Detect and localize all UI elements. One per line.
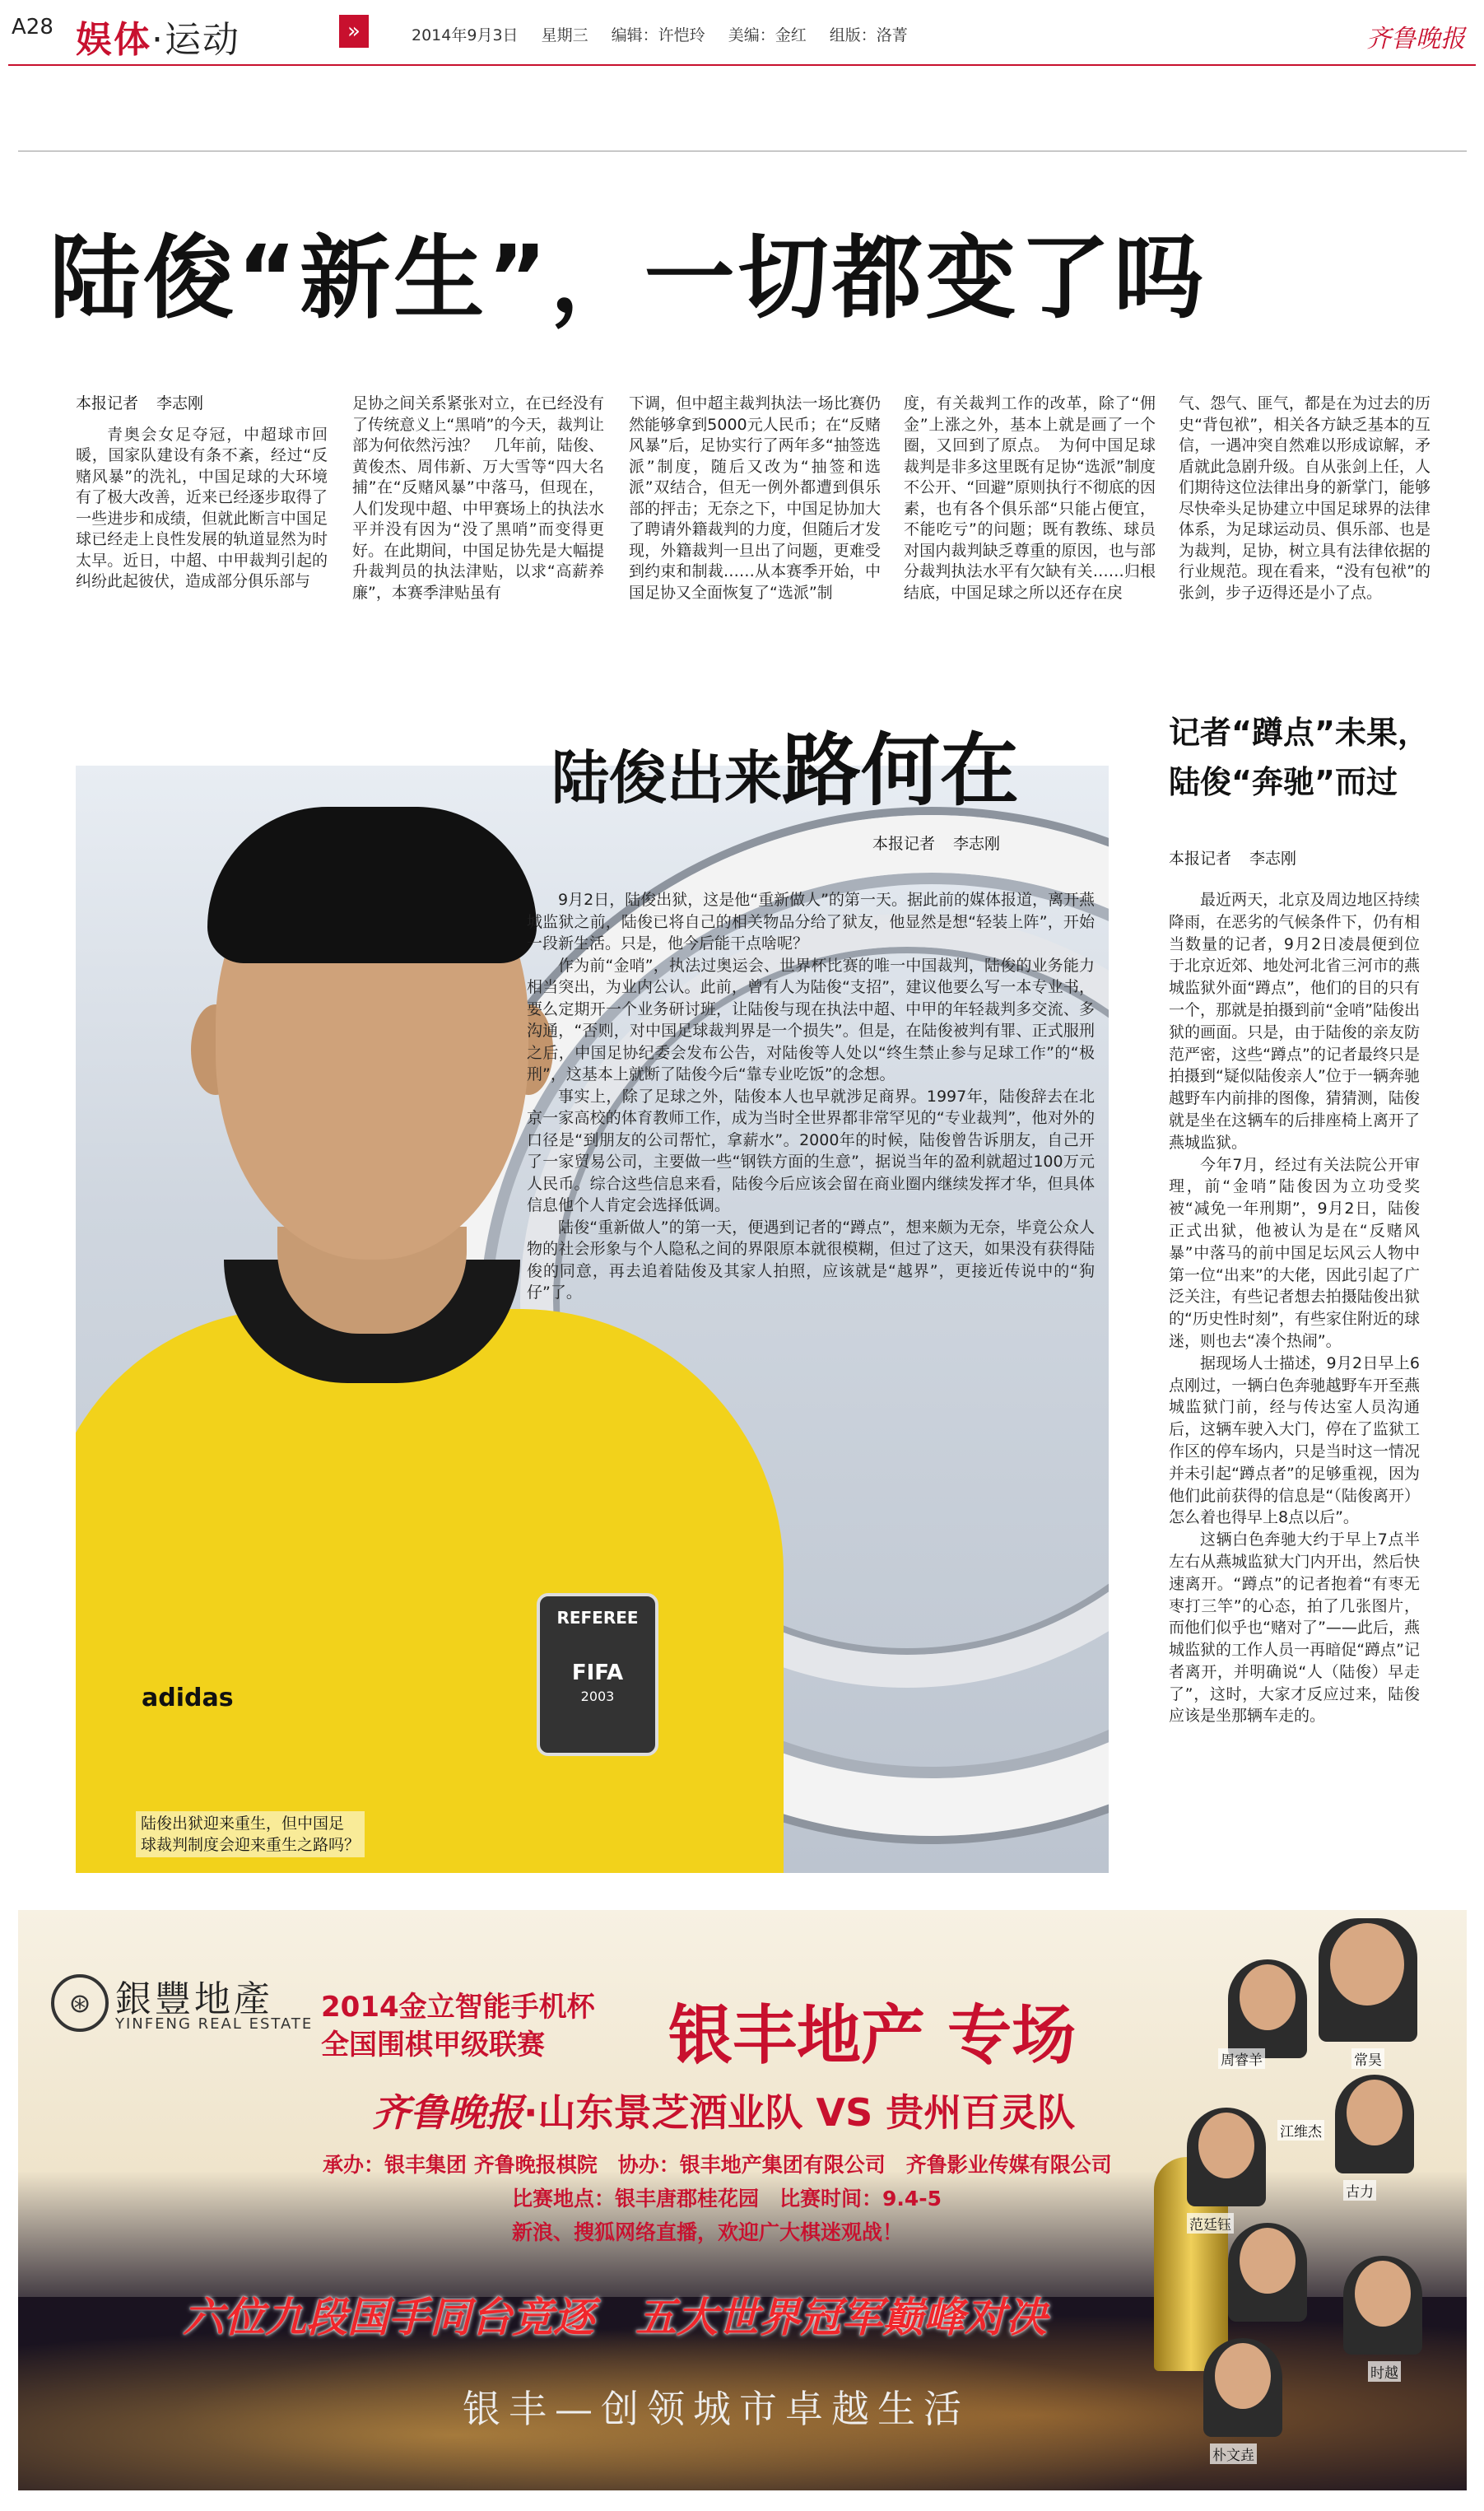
- player-photo: [1203, 2338, 1282, 2437]
- player-name: 江维杰: [1277, 2120, 1324, 2141]
- chevron-right-icon: »: [339, 15, 369, 48]
- player-name: 古力: [1343, 2180, 1376, 2201]
- ad-cup-line2: 全国围棋甲级联赛: [321, 2029, 545, 2061]
- issue-meta: [412, 23, 926, 45]
- photo-caption: 陆俊出狱迎来重生，但中国足 球裁判制度会迎来重生之路吗？: [136, 1811, 365, 1857]
- editor-credit: 编辑：许恺玲: [611, 26, 705, 44]
- section-main: 娱体: [76, 19, 151, 61]
- player-photo: [1343, 2256, 1422, 2355]
- article-text: 下调，但中超主裁判执法一场比赛仍然能够拿到5000元人民币；在“反赌风暴”后，足协实行了两年多“抽签选派”制度，随后又改为“抽签和选派”双结合，但无一例外都遭到俱乐部的抨击；无奈之下，中国足协加大了聘请外籍裁判的力度，但随后才发现，外籍裁判一旦出了问题，更难受到约束和制裁……从本赛季开始，中国足协又全面恢复了“选派”制: [629, 394, 881, 602]
- side-article: 最近两天，北京及周边地区持续降雨，在恶劣的气候条件下，仍有相当数量的记者，9月2日凌晨便到位于北京近郊、地处河北省三河市的燕城监狱外面“蹲点”，他们的目的只有一个，那就是拍摄到前“金哨”陆俊出狱的画面。只是，由于陆俊的亲友防范严密，这些“蹲点”的记者最终只是拍摄到“疑似陆俊亲人”位于一辆奔驰越野车内前排的图像，猜猜测，陆俊就是坐在这辆车的后排座椅上离开了燕城监狱。 今年7月，经过有关法院公开审理，前“金哨”陆俊因为立功受奖被“减免一年刑期”，9月2日，陆俊正式出狱，他被认为是在“反赌风暴”中落马的前中国足坛风云人物中第一位“出来”的大佬，因此引起了广泛关注，有些记者想去拍摄陆俊出狱的“历史性时刻”，有些家住附近的球迷，则也去“凑个热闹”。 据现场人士描述，9月2日早上6点刚过，一辆白色奔驰越野车开至燕城监狱门前，经与传达室人员沟通后，这辆车驶入大门，停在了监狱工作区的停车场内，只是当时这一情况并未引起“蹲点者”的足够重视，因为他们此前获得的信息是“（陆俊离开）怎么着也得早上8点以后”。 这辆白色奔驰大约于早上7点半左右从燕城监狱大门内开出，然后快速离开。“蹲点”的记者抱着“有枣无枣打三竿”的心态，拍了几张图片，而他们似乎也“赌对了”——此后，燕城监狱的工作人员一再暗促“蹲点”记者离开，并明确说“人（陆俊）早走了”，这时，大家才反应过来，陆俊应该是坐那辆车走的。: [1169, 891, 1420, 1726]
- player-photo: [1228, 2223, 1307, 2322]
- top-article-col-5: [1179, 394, 1431, 603]
- ad-brand-cn: 銀豐地產: [115, 1978, 273, 2020]
- byline: 本报记者 李志刚: [76, 394, 204, 412]
- art-editor-credit: 美编：金红: [728, 26, 807, 44]
- top-article-col-1: [76, 394, 328, 593]
- page-headline: 陆俊“新生”，一切都变了吗: [49, 226, 1207, 331]
- page-number: A28: [12, 15, 53, 40]
- ad-matchup: 齐鲁晚报·山东景芝酒业队 VS 贵州百灵队: [372, 2090, 1076, 2135]
- player-name: 范廷钰: [1187, 2213, 1234, 2234]
- player-name: 朴文垚: [1210, 2443, 1257, 2464]
- ad-venue: 比赛地点：银丰唐郡桂花园 比赛时间：9.4-5: [512, 2187, 942, 2211]
- ad-special: 银丰地产 专场: [668, 1999, 1077, 2073]
- top-article-col-4: [904, 394, 1156, 603]
- feature-article: 9月2日，陆俊出狱，这是他“重新做人”的第一天。据此前的媒体报道，离开燕城监狱之前，陆俊已将自己的相关物品分给了狱友，他显然是想“轻装上阵”，开始一段新生活。只是，他今后能干点啥呢？ 作为前“金哨”，执法过奥运会、世界杯比赛的唯一中国裁判，陆俊的业务能力相当突出，为业内公认。此前，曾有人为陆俊“支招”，建议他要么写一本专业书，要么定期开一个业务研讨班，让陆俊与现在执法中超、中甲的年轻裁判多交流、多沟通，“否则，对中国足球裁判界是一个损失”。但是，在陆俊被判有罪、正式服刑之后，中国足协纪委会发布公告，对陆俊等人处以“终生禁止参与足球工作”的“极刑”，这基本上就断了陆俊今后“靠专业吃饭”的念想。 事实上，除了足球之外，陆俊本人也早就涉足商界。1997年，陆俊辞去在北京一家高校的体育教师工作，成为当时全世界都非常罕见的“专业裁判”，他对外的口径是“到朋友的公司帮忙，拿薪水”。2000年的时候，陆俊曾告诉朋友，自己开了一家贸易公司，主要做一些“钢铁方面的生意”，据说当年的盈利就超过100万元人民币。综合这些信息来看，陆俊今后应该会留在商业圈内继续发挥才华，但具体信息他个人肯定会选择低调。 陆俊“重新做人”的第一天，便遇到记者的“蹲点”，想来颇为无奈，毕竟公众人物的社会形象与个人隐私之间的界限原本就很模糊，但过了这天，如果没有获得陆俊的同意，再去追着陆俊及其家人拍照，应该就是“越界”，更接近传说中的“狗仔”了。: [527, 891, 1095, 1302]
- player-photo: [1228, 1959, 1307, 2058]
- ad-tagline: 银丰—创领城市卓越生活: [463, 2387, 970, 2431]
- section-title: [76, 10, 240, 63]
- top-article-col-3: [629, 394, 881, 603]
- side-byline: 本报记者 李志刚: [1169, 850, 1297, 868]
- layout-credit: 组版：洛菁: [829, 26, 908, 44]
- yinfeng-logo-icon: ⊛: [51, 1974, 109, 2032]
- ad-live: 新浪、搜狐网络直播，欢迎广大棋迷观战！: [512, 2220, 904, 2244]
- player-photo: [1187, 2108, 1266, 2206]
- article-text: 气、怨气、匪气，都是在为过去的历史“背包袱”，相关各方缺乏基本的互信，一遇冲突自然难以形成谅解，矛盾就此急剧升级。自从张剑上任，人们期待这位法律出身的新掌门，能够尽快牵头足协建立中国足球界的法律体系，为足球运动员、俱乐部、也是为裁判，足协，树立具有法律依据的行业规范。现在看来，“没有包袱”的张剑，步子迈得还是小了点。: [1179, 394, 1431, 602]
- fifa-referee-badge: REFEREE FIFA 2003: [537, 1593, 658, 1756]
- issue-weekday: 星期三: [541, 26, 588, 44]
- player-photo: [1319, 1918, 1417, 2042]
- side-article-title: 记者“蹲点”未果， 陆俊“奔驰”而过: [1169, 715, 1429, 800]
- player-name: 时越: [1368, 2361, 1401, 2382]
- player-photo: [1335, 2075, 1414, 2173]
- ad-organizers: 承办：银丰集团 齐鲁晚报棋院 协办：银丰地产集团有限公司 齐鲁影业传媒有限公司: [323, 2153, 1112, 2177]
- feature-title: 陆俊出来路何在: [551, 724, 1019, 817]
- player-name: 常昊: [1351, 2048, 1384, 2069]
- feature-byline: 本报记者 李志刚: [872, 835, 1001, 853]
- ad-slogan: 六位九段国手同台竞逐 五大世界冠军巅峰对决: [183, 2294, 1047, 2341]
- article-text: 足协之间关系紧张对立，在已经没有了传统意义上“黑哨”的今天，裁判让部为何依然污浊？ 几年前，陆俊、黄俊杰、周伟新、万大雪等“四大名捕”在“反赌风暴”中落马，但现在，人们发现中超、中甲赛场上的执法水平并没有因为“没了黑哨”而变得更好。在此期间，中国足协先是大幅提升裁判员的执法津贴，以求“高薪养廉”，本赛季津贴虽有: [352, 394, 604, 602]
- ad-brand-en: YINFENG REAL ESTATE: [115, 2015, 314, 2033]
- article-text: 青奥会女足夺冠，中超球市回暖，国家队建设有条不紊，经过“反赌风暴”的洗礼，中国足球的大环境有了极大改善，近来已经逐步取得了一些进步和成绩，但就此断言中国足球已经走上良性发展的轨道显然为时太早。近日，中超、中甲裁判引起的纠纷此起彼伏，造成部分俱乐部与: [76, 425, 328, 590]
- header-rule: [8, 64, 1476, 66]
- advertisement-banner[interactable]: [18, 1910, 1467, 2490]
- section-sub: 运动: [165, 19, 240, 61]
- section-dot: ·: [151, 19, 165, 61]
- referee-shirt: [76, 1309, 784, 1873]
- adidas-logo: adidas: [142, 1684, 234, 1712]
- article-text: 度，有关裁判工作的改革，除了“佣金”上涨之外，基本上就是画了一个圈，又回到了原点。 为何中国足球裁判是非多这里既有足协“选派”制度不公开、“回避”原则执行不彻底的因素，也有各个俱乐部“只能占便宜，不能吃亏”的问题；既有教练、球员对国内裁判缺乏尊重的原因，也与部分裁判执法水平有欠缺有关……归根结底，中国足球之所以还存在戾: [904, 394, 1156, 602]
- ad-cup-line1: 2014金立智能手机杯: [321, 1991, 595, 2024]
- player-name: 周睿羊: [1218, 2048, 1265, 2069]
- issue-date: 2014年9月3日: [412, 26, 519, 44]
- top-article-col-2: [352, 394, 604, 603]
- paper-logo: 齐鲁晚报: [1366, 25, 1465, 54]
